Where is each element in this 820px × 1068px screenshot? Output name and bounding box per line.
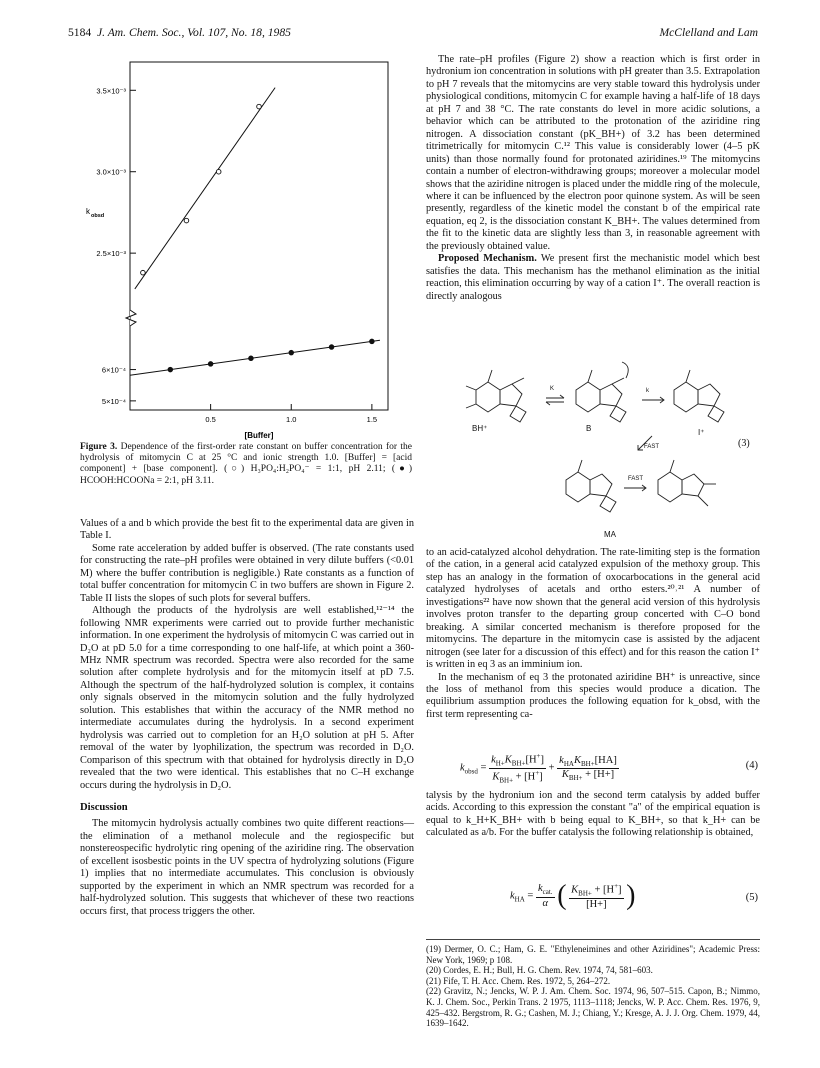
reference-22: (22) Gravitz, N.; Jencks, W. P. J. Am. Chem. Soc. 1974, 96, 507–515. Capon, B.; Nimmo, K. J. Chem. Soc., Perkin Trans. 2 1975, 1113–1118; Jencks, W. P. Acc. Chem. Res. 1976, 9, 425–432. Bergstrom, R. G.; Cashen, M. J.; Chiang, Y.; Kresge, A. J. J. Org. Chem. 1979, 44, 1639–1642.	[426, 986, 760, 1029]
y-tick-label: 6×10⁻⁴	[101, 365, 126, 375]
caption-label: Figure 3.	[80, 442, 118, 452]
paragraph	[426, 253, 760, 303]
label-ma: MA	[604, 530, 616, 539]
left-column-body	[80, 518, 414, 918]
right-column-middle	[426, 547, 760, 721]
y-tick-label: 3.0×10⁻³	[96, 167, 126, 177]
paragraph: Although the products of the hydrolysis are well established,¹²⁻¹⁴ the following NMR experiments were carried out to provide further mechanistic information. In one experiment the hydrolysis of mitomycin C was carried out in D₂O at pD 5.0 for a time corresponding to one half-life, at which point a 360-MHz NMR spectrum was recorded. Spectra were also recorded for the same solution after complete hydrolysis and for the mitomycin itself at pD 7.5. Although the spectrum of the half-hydrolyzed solution is complex, it contains only signals observed in the mitomycin solution and the fully hydrolyzed solution. This establishes that within the accuracy of the NMR method no intermediate accumulates during the hydrolysis. In a second experiment hydrolysis was carried out to completion for an H₂O solution at pH 5. After removal of the water by lyophilization, the spectrum was recorded in D₂O. Comparison of this spectrum with that obtained for hydrolysis directly in D₂O revealed that the two were identical. This establishes that no C–H exchange occurs during the hydrolysis in D₂O.	[80, 605, 414, 791]
right-column-lower	[426, 790, 760, 840]
plot-frame	[130, 62, 388, 410]
data-point-filled	[208, 362, 213, 367]
data-point-open	[184, 218, 189, 223]
header-authors: McClelland and Lam	[659, 26, 758, 39]
y-axis-label: k	[86, 207, 90, 216]
figure-3-caption	[80, 442, 412, 487]
paragraph-text: We present first the mechanistic model which best satisfies the data. This mechanism has the methanol elimination as the initial reaction, this elimination occurring by way of a cation I⁺. The overall reaction is directly analogous	[426, 253, 760, 302]
reference-19: (19) Dermer, O. C.; Ham, G. E. "Ethyleneimines and other Aziridines"; Academic Press: New York, 1969; p 108.	[426, 944, 760, 965]
y-tick-label: 3.5×10⁻³	[96, 86, 126, 96]
equation-number-4: (4)	[745, 760, 758, 771]
reference-21: (21) Fife, T. H. Acc. Chem. Res. 1972, 5, 264–272.	[426, 975, 611, 986]
page-number: 5184	[68, 26, 92, 39]
header-left	[68, 26, 291, 39]
y-axis-label-subscript: obsd	[91, 213, 105, 219]
reference-20: (20) Cordes, E. H.; Bull, H. G. Chem. Rev. 1974, 74, 581–603.	[426, 965, 653, 976]
paragraph: Some rate acceleration by added buffer is observed. (The rate constants used for constructing the rate–pH profiles were obtained in very dilute buffers (<0.01 M) where the buffer contribution is negligible.) Rate constants as a function of total buffer concentration for mitomycin C in two buffers are shown in Figure 2. Table II lists the slopes of such plots for several buffers.	[80, 542, 414, 604]
data-point-filled	[329, 345, 334, 350]
label-k-ha: k	[646, 388, 649, 394]
label-b: B	[586, 424, 592, 433]
label-fast: FAST	[628, 476, 644, 482]
equation-5: $k_{HA}$ = $\frac{k_{cat.}}{\alpha}$ ( $\frac{K_{BH+} + [H^+]}{[H+]}$ )	[510, 880, 636, 911]
journal-citation: J. Am. Chem. Soc., Vol. 107, No. 18, 1985	[96, 26, 291, 39]
right-column-top	[426, 54, 760, 303]
data-point-open	[216, 169, 221, 174]
data-point-filled	[249, 356, 254, 361]
equation-4: $k_{obsd}$ = $\frac{k_{H+}K_{BH+}[H^+]}{K_{BH+} + [H^+]}$ + $\frac{k_{HA}K_{BH+}[HA]}{K_{BH+} + [H+]}$	[460, 752, 617, 785]
equation-number-3: (3)	[738, 438, 750, 449]
caption-text: Dependence of the first-order rate constant on buffer concentration for the hydrolysis of mitomycin C at 25 °C and ionic strength 1.0. [Buffer] = [acid component] + [base component]. (○) H₃PO₄:H₂PO₄⁻ = 1:1, pH 2.11; (●) HCOOH:HCOONa = 2:1, pH 3.11.	[80, 442, 413, 486]
reaction-scheme-eq3	[446, 360, 758, 540]
data-point-filled	[168, 367, 173, 372]
label-k-bh: K	[550, 386, 555, 392]
footnotes	[426, 939, 760, 1029]
section-heading-discussion: Discussion	[80, 801, 128, 813]
data-point-filled	[289, 350, 294, 355]
data-point-open	[257, 104, 262, 109]
label-i-plus: I⁺	[698, 428, 705, 437]
axis-break-mark	[126, 310, 136, 326]
proposed-mechanism-heading: Proposed Mechanism.	[438, 253, 537, 265]
label-fast: FAST	[644, 444, 660, 450]
paragraph: In the mechanism of eq 3 the protonated aziridine BH⁺ is unreactive, since the loss of methanol from this species would produce a dication. The equilibrium assumption produces the following equation for k_obsd, with the first term representing ca-	[426, 671, 760, 720]
figure-3-plot	[80, 52, 414, 442]
label-bh-plus: BH⁺	[472, 424, 488, 433]
x-tick-label: 1.5	[366, 415, 378, 424]
equation-number-5: (5)	[745, 892, 758, 903]
x-tick-label: 0.5	[205, 415, 216, 424]
fit-line	[130, 340, 380, 375]
page-header	[68, 26, 758, 42]
data-point-filled	[370, 339, 375, 344]
figure-3	[80, 52, 414, 492]
data-point-open	[141, 270, 146, 275]
y-tick-label: 2.5×10⁻³	[96, 249, 126, 259]
fit-line	[135, 88, 275, 289]
paragraph: talysis by the hydronium ion and the second term catalysis by added buffer acids. According to this expression the constant "a" of the empirical equation is equal to k_H+K_BH+ with b being equal to K_BH+, so that k_H+ can be calculated as a/b. For the buffer catalysis the following relationship is obtained,	[426, 790, 760, 839]
reaction-scheme-drawing	[446, 360, 758, 540]
x-tick-label: 1.0	[286, 415, 297, 424]
paragraph: Values of a and b which provide the best fit to the experimental data are given in Table I.	[80, 518, 414, 542]
paragraph: The rate–pH profiles (Figure 2) show a reaction which is first order in hydronium ion concentration in solutions with pH greater than 3.5. Extrapolation to pH 7 reveals that the mitomycins are very stable toward this hydrolysis under physiological conditions, mitomycin C for example having a half-life of 18 days at pH 7 and 38 °C. The rate constants do level in more acidic solutions, a behavior which can be attributed to the protonation of the aziridine ring nitrogen. A dissociation constant (pK_BH+) of 3.2 has been determined titrimetrically for mitomycin C.¹² This value is considerably lower (4–5 pK units) than those normally found for protonated aziridines.¹⁹ The mitomycins contain a number of electron-withdrawing groups; moreover a molecular model shows that the aziridine nitrogen is placed under the middle ring of the molecule, where it can be influenced by the electron poor quinone system. As will be seen presently, regardless of the kinetic model the constant b of the empirical rate equation, eq 2, is the dissociation constant K_BH+. The values determined from the fit to the kinetic data are slightly less than 3, in reasonable agreement with the previously obtained value.	[426, 54, 761, 252]
x-axis-label: [Buffer]	[244, 431, 274, 440]
paragraph: to an acid-catalyzed alcohol dehydration. The rate-limiting step is the formation of the cation, in a general acid catalyzed expulsion of the methoxy group. This step has an analogy in the formation of oxocarbocations in the general acid catalyzed hydrolyses of acetals and ortho esters.²⁰˒²¹ A number of investigations²² have now shown that the general acid version of this hydrolysis involves proton transfer to the departing group concerted with C–O bond breaking. A similar concerted mechanism is therefore proposed for the mitomycins. The departure in the mitomycin case is assisted by the adjacent nitrogen (see later for a discussion of this effect) and for this reason the cation I⁺ is written in eq 3 as an imminium ion.	[426, 547, 760, 671]
y-tick-label: 5×10⁻⁴	[101, 396, 126, 406]
paragraph: The mitomycin hydrolysis actually combines two quite different reactions—the elimination of a methanol molecule and the regiospecific but nonstereospecific hydrolytic ring opening of the aziridine ring. The observation of excellent isosbestic points in the UV spectra of hydrolyzing solutions (Figure 1) implies that no intermediate accumulates. This conclusion is obviously supported by the experiment in which an NMR spectrum was recorded for a half-hydrolyzed solution. This suggests that whichever of these two reactions occurs first, that process triggers the other.	[80, 818, 414, 917]
